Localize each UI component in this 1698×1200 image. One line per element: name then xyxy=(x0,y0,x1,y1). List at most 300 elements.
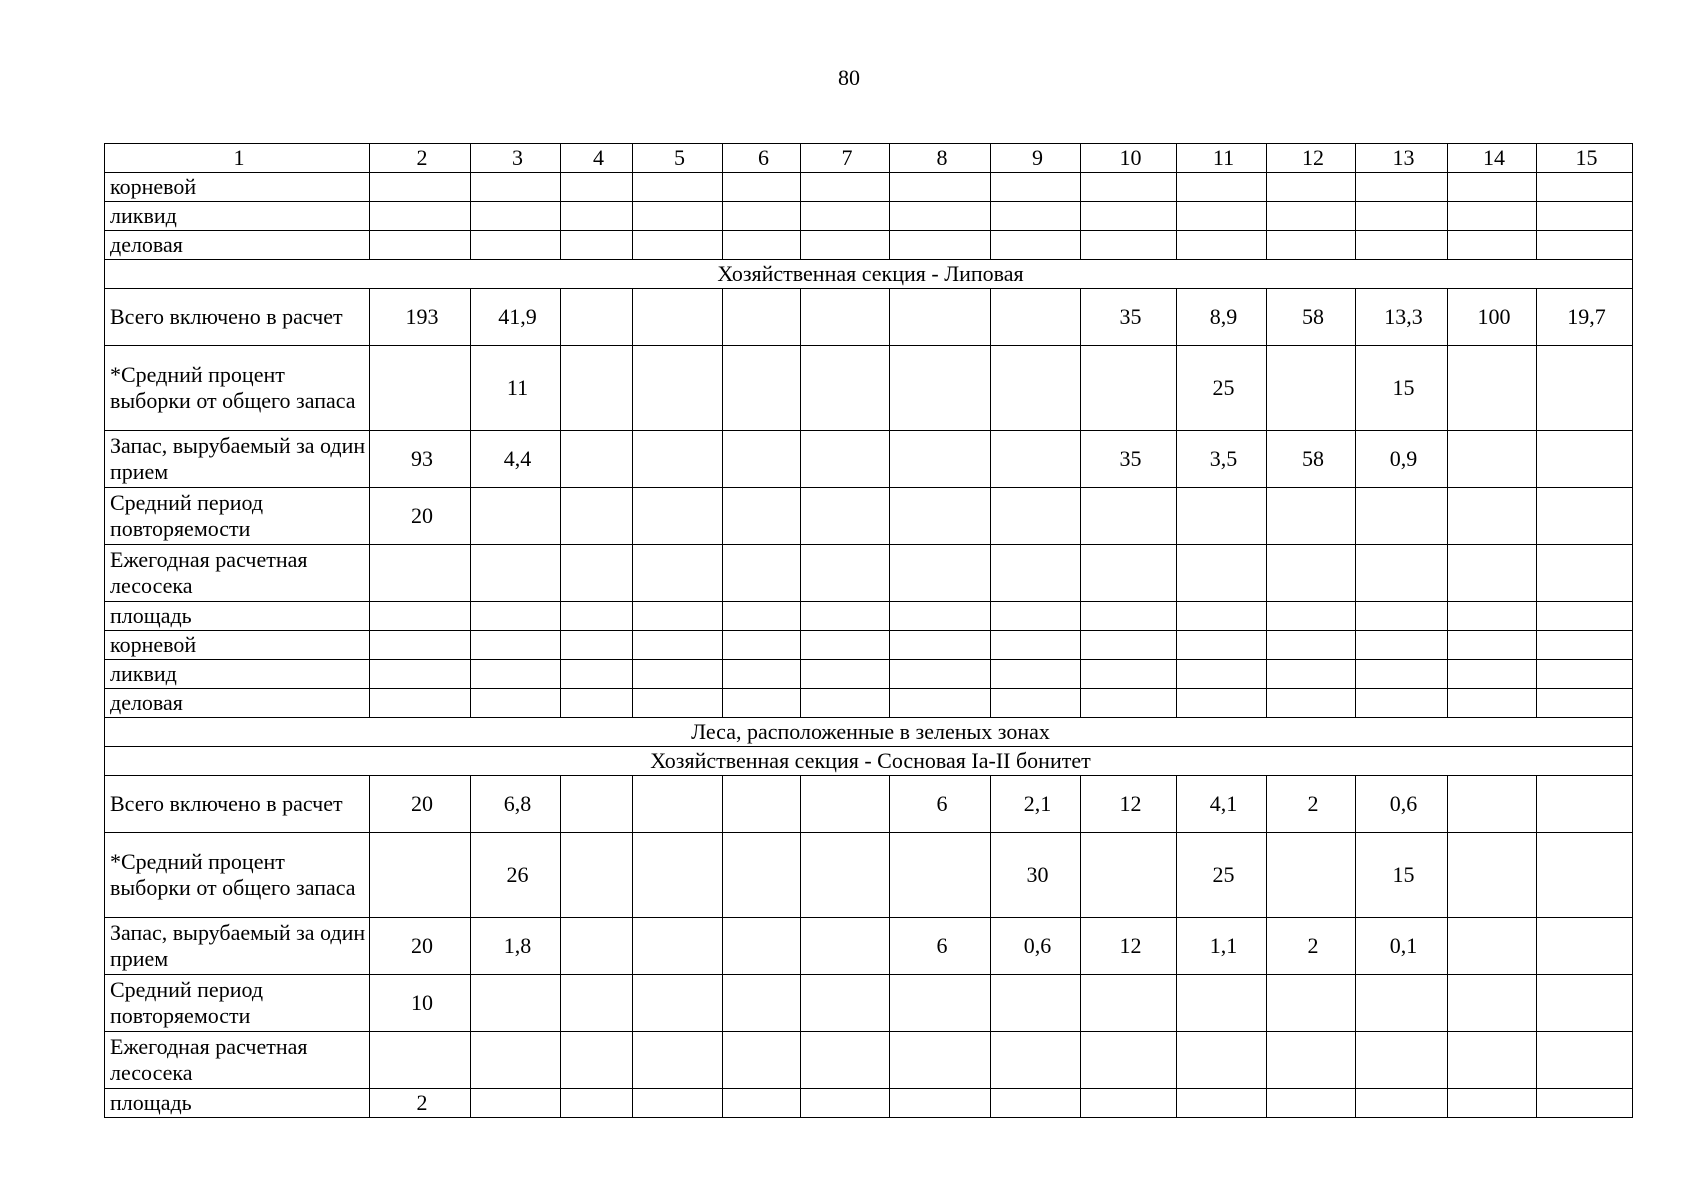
table-cell xyxy=(1448,660,1537,689)
table-cell xyxy=(1537,1032,1633,1089)
table-cell xyxy=(890,602,991,631)
table-row xyxy=(105,202,1633,231)
table-cell xyxy=(1448,488,1537,545)
table-cell xyxy=(890,346,991,431)
table-cell xyxy=(471,545,561,602)
table-cell xyxy=(1081,833,1177,918)
table-cell: 1,1 xyxy=(1177,918,1267,975)
table-cell xyxy=(633,545,723,602)
table-cell xyxy=(633,431,723,488)
table-cell xyxy=(471,602,561,631)
table-cell xyxy=(633,289,723,346)
table-cell xyxy=(801,173,890,202)
table-cell xyxy=(1081,631,1177,660)
table-cell xyxy=(801,660,890,689)
table-cell xyxy=(1356,231,1448,260)
table-cell xyxy=(1537,918,1633,975)
row-label: корневой xyxy=(105,173,370,202)
table-cell xyxy=(561,631,633,660)
table-cell xyxy=(1448,602,1537,631)
table-cell xyxy=(1537,833,1633,918)
table-cell: 19,7 xyxy=(1537,289,1633,346)
table-cell xyxy=(1267,231,1356,260)
table-row xyxy=(105,631,1633,660)
page-number: 80 xyxy=(838,65,860,90)
row-label: площадь xyxy=(105,602,370,631)
table-cell: 6 xyxy=(890,918,991,975)
table-cell xyxy=(633,173,723,202)
table-cell: 41,9 xyxy=(471,289,561,346)
table-cell xyxy=(1267,545,1356,602)
table-cell xyxy=(1081,202,1177,231)
table-cell xyxy=(561,346,633,431)
table-cell xyxy=(801,975,890,1032)
table-cell xyxy=(1081,602,1177,631)
table-cell xyxy=(890,1032,991,1089)
table-cell xyxy=(561,602,633,631)
table-cell: 4,1 xyxy=(1177,776,1267,833)
table-cell xyxy=(1448,776,1537,833)
table-cell xyxy=(890,173,991,202)
table-cell xyxy=(633,488,723,545)
table-cell xyxy=(1267,1089,1356,1118)
table-cell xyxy=(561,173,633,202)
table-cell xyxy=(1177,202,1267,231)
table-row xyxy=(105,975,1633,1032)
table-cell xyxy=(723,689,801,718)
table-cell xyxy=(561,289,633,346)
table-row xyxy=(105,833,1633,918)
table-cell xyxy=(991,631,1081,660)
table-cell xyxy=(890,202,991,231)
table-cell xyxy=(723,545,801,602)
column-number-header: 15 xyxy=(1537,144,1633,173)
table-cell xyxy=(561,202,633,231)
table-cell xyxy=(890,975,991,1032)
table-cell xyxy=(890,833,991,918)
table-row xyxy=(105,173,1633,202)
table-cell xyxy=(1356,660,1448,689)
table-cell xyxy=(1537,431,1633,488)
row-label: Запас, вырубаемый за один прием xyxy=(105,431,370,488)
table-cell xyxy=(633,602,723,631)
table-cell xyxy=(1537,1089,1633,1118)
table-row xyxy=(105,431,1633,488)
table-cell xyxy=(1537,689,1633,718)
table-cell xyxy=(890,231,991,260)
column-number-header: 7 xyxy=(801,144,890,173)
table-cell xyxy=(1177,488,1267,545)
table-cell xyxy=(1537,602,1633,631)
table-cell xyxy=(801,631,890,660)
table-cell xyxy=(1356,488,1448,545)
table-cell xyxy=(723,602,801,631)
section-heading: Хозяйственная секция - Сосновая Ia-II бонитет xyxy=(105,747,1633,776)
table-cell xyxy=(801,202,890,231)
table-cell xyxy=(1448,346,1537,431)
table-cell: 13,3 xyxy=(1356,289,1448,346)
table-cell: 4,4 xyxy=(471,431,561,488)
table-cell xyxy=(370,346,471,431)
table-cell xyxy=(1177,231,1267,260)
table-cell xyxy=(1267,1032,1356,1089)
table-cell: 2 xyxy=(1267,918,1356,975)
table-cell xyxy=(370,545,471,602)
table-cell xyxy=(370,631,471,660)
table-cell: 20 xyxy=(370,918,471,975)
table-cell xyxy=(1537,660,1633,689)
table-cell xyxy=(471,231,561,260)
table-cell xyxy=(1081,1032,1177,1089)
table-row xyxy=(105,602,1633,631)
table-cell xyxy=(801,431,890,488)
table-cell xyxy=(561,1032,633,1089)
table-cell xyxy=(723,660,801,689)
table-cell: 25 xyxy=(1177,346,1267,431)
table-cell: 2 xyxy=(1267,776,1356,833)
table-cell xyxy=(370,173,471,202)
table-cell xyxy=(370,202,471,231)
column-number-header: 5 xyxy=(633,144,723,173)
table-cell xyxy=(1177,602,1267,631)
table-cell xyxy=(1448,231,1537,260)
table-cell xyxy=(1448,431,1537,488)
table-cell xyxy=(561,488,633,545)
table-row xyxy=(105,1089,1633,1118)
table-cell xyxy=(1267,833,1356,918)
table-cell xyxy=(1177,975,1267,1032)
table-cell: 3,5 xyxy=(1177,431,1267,488)
table-cell xyxy=(1081,173,1177,202)
table-cell xyxy=(890,631,991,660)
table-cell xyxy=(1448,545,1537,602)
row-label: Ежегодная расчетная лесосека xyxy=(105,545,370,602)
table-cell xyxy=(723,776,801,833)
table-cell xyxy=(1081,1089,1177,1118)
column-number-header: 14 xyxy=(1448,144,1537,173)
table-cell xyxy=(1177,173,1267,202)
table-cell xyxy=(1267,173,1356,202)
table-cell: 8,9 xyxy=(1177,289,1267,346)
table-cell: 12 xyxy=(1081,776,1177,833)
table-cell xyxy=(991,660,1081,689)
section-heading-row xyxy=(105,260,1633,289)
table-cell xyxy=(1081,231,1177,260)
table-cell xyxy=(801,602,890,631)
table-cell xyxy=(471,1032,561,1089)
table-cell xyxy=(1448,173,1537,202)
table-cell xyxy=(1267,689,1356,718)
column-number-header: 9 xyxy=(991,144,1081,173)
table-cell xyxy=(633,776,723,833)
table-cell xyxy=(1081,660,1177,689)
table-cell xyxy=(1448,1089,1537,1118)
row-label: Средний период повторяемости xyxy=(105,488,370,545)
table-cell xyxy=(991,202,1081,231)
table-cell xyxy=(991,488,1081,545)
table-cell xyxy=(1356,1089,1448,1118)
table-cell xyxy=(471,631,561,660)
table-cell xyxy=(991,545,1081,602)
section-heading-row xyxy=(105,747,1633,776)
table-cell xyxy=(991,1032,1081,1089)
table-row xyxy=(105,689,1633,718)
table-cell xyxy=(561,431,633,488)
table-cell xyxy=(370,602,471,631)
row-label: Средний период повторяемости xyxy=(105,975,370,1032)
table-cell xyxy=(1267,660,1356,689)
table-cell xyxy=(991,602,1081,631)
table-cell xyxy=(890,431,991,488)
table-cell xyxy=(1537,231,1633,260)
header-row xyxy=(105,144,1633,173)
table-cell: 2,1 xyxy=(991,776,1081,833)
table-cell xyxy=(561,776,633,833)
table-cell xyxy=(1448,975,1537,1032)
table-row xyxy=(105,488,1633,545)
table-cell xyxy=(1537,631,1633,660)
table-cell: 12 xyxy=(1081,918,1177,975)
table-cell xyxy=(1448,689,1537,718)
column-number-header: 3 xyxy=(471,144,561,173)
table-cell: 58 xyxy=(1267,289,1356,346)
table-cell: 15 xyxy=(1356,833,1448,918)
table-cell xyxy=(723,231,801,260)
allowable-cut-table xyxy=(104,143,1633,1118)
column-number-header: 4 xyxy=(561,144,633,173)
table-cell xyxy=(723,202,801,231)
table-cell xyxy=(561,833,633,918)
table-cell: 11 xyxy=(471,346,561,431)
table-cell: 58 xyxy=(1267,431,1356,488)
table-cell xyxy=(1081,346,1177,431)
table-cell xyxy=(1356,631,1448,660)
table-cell: 35 xyxy=(1081,431,1177,488)
table-cell xyxy=(723,346,801,431)
table-cell: 0,6 xyxy=(1356,776,1448,833)
table-cell xyxy=(991,173,1081,202)
column-number-header: 10 xyxy=(1081,144,1177,173)
table-cell xyxy=(1081,488,1177,545)
table-cell xyxy=(1356,545,1448,602)
table-cell xyxy=(370,231,471,260)
table-cell xyxy=(633,1089,723,1118)
table-cell xyxy=(991,289,1081,346)
table-cell xyxy=(1448,202,1537,231)
section-heading-row xyxy=(105,718,1633,747)
table-cell: 100 xyxy=(1448,289,1537,346)
table-cell xyxy=(723,431,801,488)
table-cell xyxy=(561,975,633,1032)
table-cell xyxy=(471,488,561,545)
table-cell xyxy=(991,689,1081,718)
table-cell: 20 xyxy=(370,488,471,545)
table-cell xyxy=(561,1089,633,1118)
table-cell xyxy=(370,689,471,718)
table-row xyxy=(105,231,1633,260)
table-cell xyxy=(1267,346,1356,431)
table-cell: 0,1 xyxy=(1356,918,1448,975)
table-cell: 15 xyxy=(1356,346,1448,431)
table-cell xyxy=(633,833,723,918)
table-cell xyxy=(801,231,890,260)
table-cell xyxy=(561,231,633,260)
row-label: Всего включено в расчет xyxy=(105,289,370,346)
table-cell: 26 xyxy=(471,833,561,918)
column-number-header: 13 xyxy=(1356,144,1448,173)
table-cell xyxy=(1177,1089,1267,1118)
table-cell xyxy=(991,431,1081,488)
section-heading: Хозяйственная секция - Липовая xyxy=(105,260,1633,289)
table-cell xyxy=(1267,488,1356,545)
table-cell xyxy=(471,173,561,202)
row-label: деловая xyxy=(105,231,370,260)
table-cell xyxy=(1081,545,1177,602)
table-cell xyxy=(471,975,561,1032)
table-cell xyxy=(1356,975,1448,1032)
table-row xyxy=(105,346,1633,431)
table-row xyxy=(105,776,1633,833)
table-cell xyxy=(801,289,890,346)
table-cell: 30 xyxy=(991,833,1081,918)
table-cell xyxy=(991,1089,1081,1118)
row-label: площадь xyxy=(105,1089,370,1118)
table-cell xyxy=(1267,975,1356,1032)
table-cell xyxy=(1356,602,1448,631)
table-cell xyxy=(991,975,1081,1032)
table-cell: 93 xyxy=(370,431,471,488)
table-cell xyxy=(1356,173,1448,202)
table-cell xyxy=(1356,1032,1448,1089)
table-cell xyxy=(801,689,890,718)
table-cell xyxy=(1537,545,1633,602)
table-cell xyxy=(723,631,801,660)
table-row xyxy=(105,545,1633,602)
table-cell xyxy=(1177,689,1267,718)
table-cell xyxy=(991,346,1081,431)
table-cell xyxy=(633,202,723,231)
table-cell xyxy=(1081,689,1177,718)
table-cell xyxy=(471,689,561,718)
table-cell xyxy=(890,488,991,545)
table-cell xyxy=(633,918,723,975)
table-cell xyxy=(1537,202,1633,231)
table-cell xyxy=(633,660,723,689)
table-cell: 10 xyxy=(370,975,471,1032)
table-cell xyxy=(801,545,890,602)
table-cell: 193 xyxy=(370,289,471,346)
table-cell: 2 xyxy=(370,1089,471,1118)
table-cell xyxy=(370,833,471,918)
table-cell: 0,9 xyxy=(1356,431,1448,488)
row-label: корневой xyxy=(105,631,370,660)
table-cell xyxy=(1537,488,1633,545)
table-cell xyxy=(1267,602,1356,631)
table-cell xyxy=(370,660,471,689)
table-cell xyxy=(471,1089,561,1118)
column-number-header: 8 xyxy=(890,144,991,173)
table-cell xyxy=(561,545,633,602)
row-label: *Средний процент выборки от общего запаса xyxy=(105,833,370,918)
table-cell xyxy=(801,776,890,833)
table-cell: 6 xyxy=(890,776,991,833)
table-cell xyxy=(1537,173,1633,202)
table-cell xyxy=(561,918,633,975)
table-cell: 0,6 xyxy=(991,918,1081,975)
table-cell xyxy=(471,660,561,689)
table-cell xyxy=(561,660,633,689)
table-cell: 25 xyxy=(1177,833,1267,918)
row-label: Запас, вырубаемый за один прием xyxy=(105,918,370,975)
table-cell xyxy=(723,488,801,545)
table-cell xyxy=(1537,346,1633,431)
table-cell xyxy=(890,545,991,602)
table-cell xyxy=(1448,1032,1537,1089)
table-cell xyxy=(723,833,801,918)
table-cell xyxy=(723,173,801,202)
row-label: *Средний процент выборки от общего запаса xyxy=(105,346,370,431)
table-cell xyxy=(890,289,991,346)
table-cell xyxy=(723,289,801,346)
table-cell xyxy=(1537,975,1633,1032)
table-cell xyxy=(991,231,1081,260)
table-cell xyxy=(1448,833,1537,918)
table-cell xyxy=(1537,776,1633,833)
table-cell xyxy=(633,346,723,431)
table-cell xyxy=(1448,631,1537,660)
table-cell xyxy=(561,689,633,718)
table-cell xyxy=(471,202,561,231)
table-cell xyxy=(1177,1032,1267,1089)
table-cell xyxy=(633,631,723,660)
table-cell xyxy=(890,660,991,689)
table-cell xyxy=(1448,918,1537,975)
table-cell xyxy=(723,918,801,975)
table-cell xyxy=(801,1089,890,1118)
table-cell: 20 xyxy=(370,776,471,833)
table-cell: 1,8 xyxy=(471,918,561,975)
table-cell xyxy=(723,1089,801,1118)
row-label: Всего включено в расчет xyxy=(105,776,370,833)
table-cell xyxy=(723,1032,801,1089)
row-label: ликвид xyxy=(105,660,370,689)
table-cell xyxy=(633,975,723,1032)
row-label: ликвид xyxy=(105,202,370,231)
table-cell xyxy=(1177,545,1267,602)
table-cell xyxy=(801,346,890,431)
table-cell xyxy=(801,918,890,975)
table-cell xyxy=(1356,689,1448,718)
table-row xyxy=(105,1032,1633,1089)
table-cell xyxy=(1081,975,1177,1032)
table-cell xyxy=(633,1032,723,1089)
table-cell: 35 xyxy=(1081,289,1177,346)
table-cell: 6,8 xyxy=(471,776,561,833)
table-cell xyxy=(370,1032,471,1089)
table-row xyxy=(105,289,1633,346)
table-cell xyxy=(890,689,991,718)
table-cell xyxy=(1267,202,1356,231)
column-number-header: 6 xyxy=(723,144,801,173)
table-cell xyxy=(1267,631,1356,660)
table-cell xyxy=(890,1089,991,1118)
table-cell xyxy=(1177,660,1267,689)
column-number-header: 11 xyxy=(1177,144,1267,173)
table-cell xyxy=(1177,631,1267,660)
table-cell xyxy=(723,975,801,1032)
table-cell xyxy=(801,1032,890,1089)
row-label: деловая xyxy=(105,689,370,718)
